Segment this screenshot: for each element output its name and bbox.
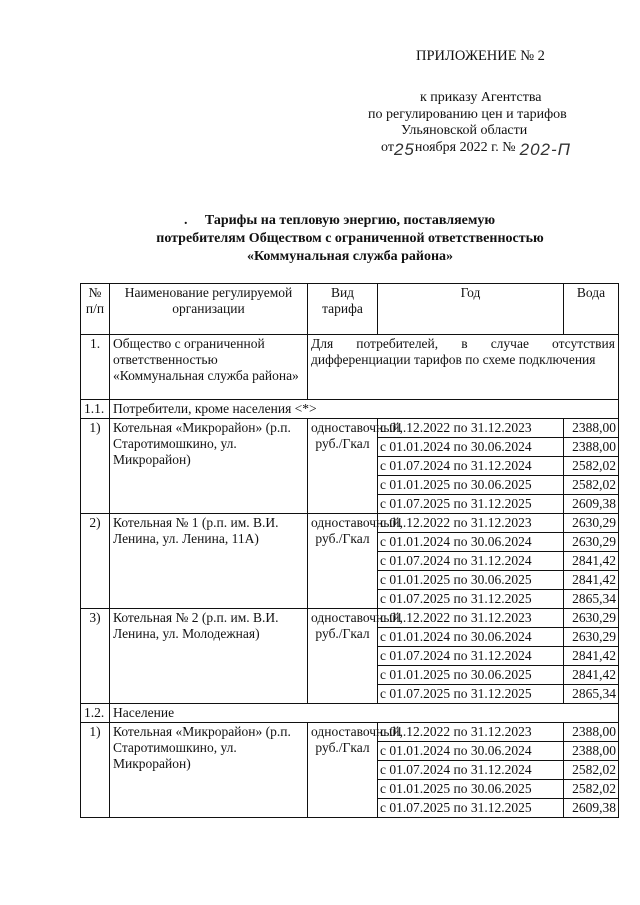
period-cell: с 01.01.2024 по 30.06.2024: [378, 742, 564, 761]
title-line-2: потребителям Обществом с ограниченной ответственностью: [156, 231, 544, 246]
period-cell: с 01.07.2024 по 31.12.2024: [378, 457, 564, 476]
water-tariff-cell: 2609,38: [564, 495, 619, 514]
period-cell: с 01.01.2024 по 30.06.2024: [378, 628, 564, 647]
water-tariff-cell: 2630,29: [564, 533, 619, 552]
boiler-name: Котельная «Микрорайон» (р.п. Старотимошкино, ул. Микрорайон): [110, 419, 308, 514]
boiler-name: Котельная № 1 (р.п. им. В.И. Ленина, ул. Ленина, 11А): [110, 514, 308, 609]
period-cell: с 01.12.2022 по 31.12.2023: [378, 609, 564, 628]
row-num: 1.: [81, 335, 110, 400]
table-row: [81, 609, 619, 628]
water-tariff-cell: 2582,02: [564, 780, 619, 799]
water-tariff-cell: 2865,34: [564, 590, 619, 609]
order-line-1: к приказу Агентства: [420, 90, 542, 105]
boiler-name: Котельная «Микрорайон» (р.п. Старотимошкино, ул. Микрорайон): [110, 723, 308, 818]
header-year: Год: [378, 284, 564, 335]
water-tariff-cell: 2841,42: [564, 666, 619, 685]
header-num: № п/п: [81, 284, 110, 335]
period-cell: с 01.01.2025 по 30.06.2025: [378, 571, 564, 590]
title-line-1: Тарифы на тепловую энергию, поставляемую: [204, 213, 496, 228]
table-row: [81, 419, 619, 438]
period-cell: с 01.12.2022 по 31.12.2023: [378, 723, 564, 742]
table-row: [81, 723, 619, 742]
period-cell: с 01.07.2025 по 31.12.2025: [378, 495, 564, 514]
water-tariff-cell: 2630,29: [564, 609, 619, 628]
water-tariff-cell: 2630,29: [564, 628, 619, 647]
water-tariff-cell: 2841,42: [564, 571, 619, 590]
section-num: 1.1.: [81, 400, 110, 419]
water-tariff-cell: 2865,34: [564, 685, 619, 704]
water-tariff-cell: 2582,02: [564, 761, 619, 780]
header-org: Наименование регулируемой организации: [110, 284, 308, 335]
period-cell: с 01.01.2024 по 30.06.2024: [378, 438, 564, 457]
period-cell: с 01.01.2024 по 30.06.2024: [378, 533, 564, 552]
organization-note: Для потребителей, в случае отсутствия дифференциации тарифов по схеме подключения: [308, 335, 619, 400]
header-water: Вода: [564, 284, 619, 335]
tariff-type: одноставочный, руб./Гкал: [308, 419, 378, 514]
table-row: [81, 514, 619, 533]
boiler-num: 3): [81, 609, 110, 704]
water-tariff-cell: 2388,00: [564, 742, 619, 761]
water-tariff-cell: 2630,29: [564, 514, 619, 533]
order-line-3: Ульяновской области: [401, 123, 528, 138]
water-tariff-cell: 2388,00: [564, 419, 619, 438]
table-header-row: [81, 284, 619, 335]
section-label: Потребители, кроме населения <*>: [110, 400, 619, 419]
date-prefix: от: [381, 140, 394, 155]
document-title: [100, 212, 600, 266]
tariff-type: одноставочный, руб./Гкал: [308, 609, 378, 704]
header-type: Вид тарифа: [308, 284, 378, 335]
section-row-2: [81, 704, 619, 723]
period-cell: с 01.07.2024 по 31.12.2024: [378, 761, 564, 780]
appendix-label: ПРИЛОЖЕНИЕ № 2: [416, 48, 545, 64]
water-tariff-cell: 2841,42: [564, 647, 619, 666]
period-cell: с 01.12.2022 по 31.12.2023: [378, 514, 564, 533]
period-cell: с 01.07.2025 по 31.12.2025: [378, 685, 564, 704]
organization-name: Общество с ограниченной ответственностью «Коммунальная служба района»: [110, 335, 308, 400]
table-row-organization: [81, 335, 619, 400]
date-rest: ноября 2022 г. №: [414, 140, 516, 155]
title-line-3: «Коммунальная служба района»: [246, 249, 454, 264]
water-tariff-cell: 2609,38: [564, 799, 619, 818]
section-label: Население: [110, 704, 619, 723]
period-cell: с 01.07.2025 по 31.12.2025: [378, 799, 564, 818]
water-tariff-cell: 2388,00: [564, 438, 619, 457]
water-tariff-cell: 2582,02: [564, 476, 619, 495]
period-cell: с 01.07.2025 по 31.12.2025: [378, 590, 564, 609]
tariff-table: [80, 283, 619, 818]
period-cell: с 01.01.2025 по 30.06.2025: [378, 780, 564, 799]
section-num: 1.2.: [81, 704, 110, 723]
boiler-num: 1): [81, 419, 110, 514]
water-tariff-cell: 2582,02: [564, 457, 619, 476]
period-cell: с 01.07.2024 по 31.12.2024: [378, 647, 564, 666]
water-tariff-cell: 2841,42: [564, 552, 619, 571]
period-cell: с 01.12.2022 по 31.12.2023: [378, 419, 564, 438]
section-row-1: [81, 400, 619, 419]
order-line-2: по регулированию цен и тарифов: [368, 107, 567, 122]
handwritten-number: 202-П: [519, 140, 571, 159]
order-date-line: [381, 139, 571, 159]
tariff-type: одноставочный, руб./Гкал: [308, 514, 378, 609]
period-cell: с 01.01.2025 по 30.06.2025: [378, 476, 564, 495]
period-cell: с 01.07.2024 по 31.12.2024: [378, 552, 564, 571]
title-dot: .: [184, 213, 188, 228]
handwritten-day: 25: [393, 140, 415, 159]
boiler-num: 1): [81, 723, 110, 818]
boiler-num: 2): [81, 514, 110, 609]
water-tariff-cell: 2388,00: [564, 723, 619, 742]
boiler-name: Котельная № 2 (р.п. им. В.И. Ленина, ул. Молодежная): [110, 609, 308, 704]
period-cell: с 01.01.2025 по 30.06.2025: [378, 666, 564, 685]
tariff-type: одноставочный, руб./Гкал: [308, 723, 378, 818]
